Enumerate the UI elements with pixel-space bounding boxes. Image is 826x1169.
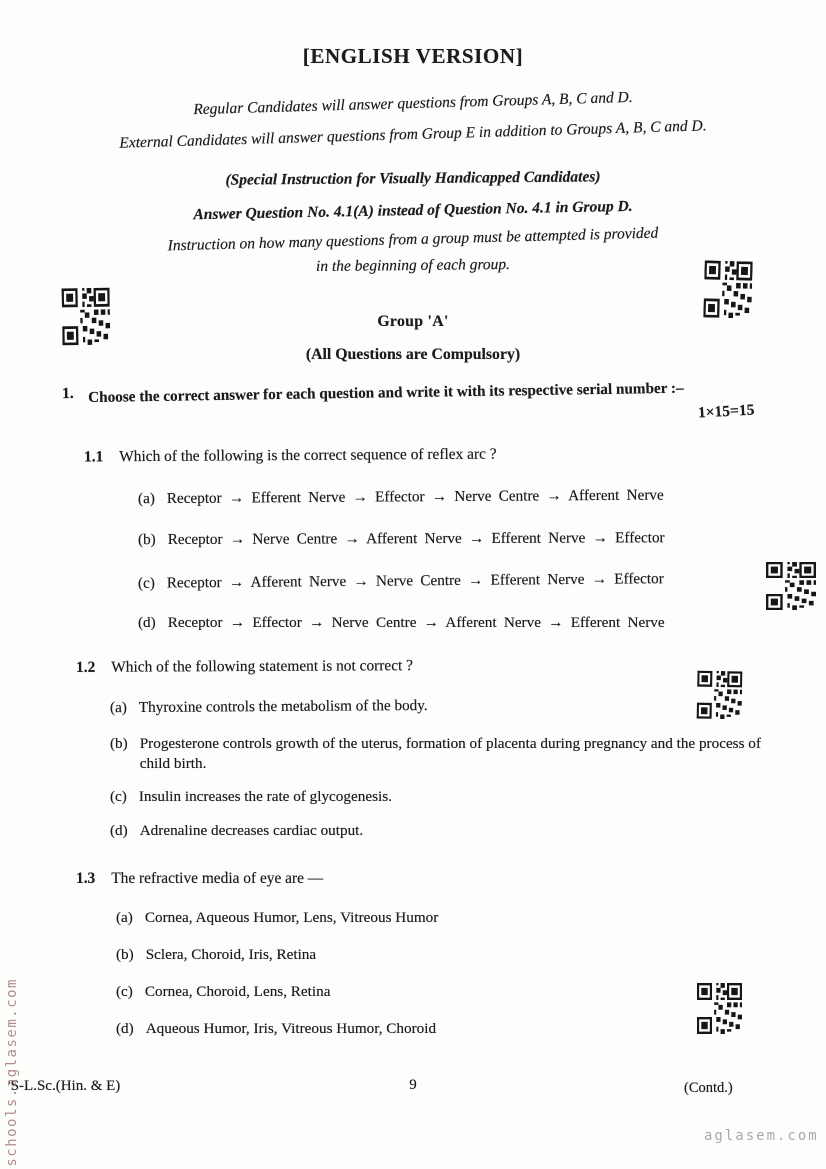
option-text: Receptor → Afferent Nerve → Nerve Centre → Efferent Nerve → Effector <box>166 570 664 592</box>
watermark-left-vertical: schools.aglasem.com <box>4 978 20 1167</box>
option-text: Thyroxine controls the metabolism of the body. <box>138 696 428 716</box>
group-heading: Group 'A' <box>377 313 449 330</box>
question-text: Choose the correct answer for each question and write it with its respective serial number :– <box>88 379 684 406</box>
group-note: (All Questions are Compulsory) <box>305 346 521 363</box>
option-text: Sclera, Choroid, Iris, Retina <box>145 946 317 963</box>
option-row <box>138 485 768 509</box>
instruction-line: Answer Question No. 4.1(A) instead of Question No. 4.1 in Group D. <box>193 197 633 224</box>
option-row <box>138 568 768 593</box>
option-label: (a) <box>109 699 127 717</box>
option-text: Cornea, Choroid, Lens, Retina <box>144 983 331 1000</box>
option-label: (b) <box>116 946 134 963</box>
question-number: 1. <box>61 384 74 403</box>
footer-page-number: 9 <box>409 1077 417 1093</box>
subquestion-text: The refractive media of eye are — <box>111 870 324 887</box>
subquestion-text: Which of the following statement is not correct ? <box>111 657 414 676</box>
option-text: Aqueous Humor, Iris, Vitreous Humor, Choroid <box>145 1020 437 1037</box>
footer-contd-label: (Contd.) <box>684 1080 733 1096</box>
option-label: (b) <box>110 735 128 752</box>
option-row <box>116 945 716 965</box>
option-row <box>116 908 716 928</box>
option-label: (a) <box>137 490 155 508</box>
option-text: Cornea, Aqueous Humor, Lens, Vitreous Humor <box>144 909 439 926</box>
option-row <box>110 787 730 807</box>
option-text: Receptor → Effector → Nerve Centre → Afferent Nerve → Efferent Nerve <box>167 614 665 631</box>
option-row <box>110 734 772 774</box>
option-text: Receptor → Nerve Centre → Afferent Nerve → Efferent Nerve → Effector <box>167 529 665 548</box>
subquestion-1-2 <box>76 657 413 677</box>
option-text: Insulin increases the rate of glycogenesis. <box>138 788 392 805</box>
subquestion-text: Which of the following is the correct sequence of reflex arc ? <box>119 445 497 466</box>
subquestion-1-1 <box>84 446 497 467</box>
option-row <box>110 694 730 718</box>
subquestion-number: 1.1 <box>83 448 104 466</box>
instruction-line: in the beginning of each group. <box>315 255 511 276</box>
special-instruction-heading: (Special Instruction for Visually Handicapped Candidates) <box>225 168 601 189</box>
option-label: (c) <box>116 983 133 1000</box>
qr-code-icon <box>703 260 752 318</box>
option-label: (d) <box>110 822 128 839</box>
option-row <box>110 821 730 841</box>
option-text: Adrenaline decreases cardiac output. <box>139 822 364 839</box>
question-marks: 1×15=15 <box>697 401 755 422</box>
option-row <box>116 982 716 1002</box>
option-label: (a) <box>116 909 133 926</box>
qr-code-icon <box>766 562 816 610</box>
option-label: (c) <box>110 788 127 805</box>
option-row <box>116 1019 716 1039</box>
instruction-line: External Candidates will answer questions from Group E in addition to Groups A, B, C and D. <box>119 117 707 152</box>
subquestion-number: 1.2 <box>75 658 96 676</box>
instruction-line: Instruction on how many questions from a group must be attempted is provided <box>167 224 659 255</box>
option-row <box>138 613 768 633</box>
subquestion-number: 1.3 <box>76 870 96 887</box>
option-label: (d) <box>138 614 156 631</box>
subquestion-1-3 <box>76 870 323 888</box>
footer-paper-code: 'S-L.Sc.(Hin. & E) <box>8 1078 121 1094</box>
option-label: (b) <box>137 531 156 549</box>
option-label: (d) <box>116 1020 134 1037</box>
option-row <box>138 528 768 550</box>
option-label: (c) <box>137 574 155 592</box>
option-text: Progesterone controls growth of the uterus, formation of placenta during pregnancy and the process of child birth. <box>139 735 761 772</box>
watermark-bottom-right: aglasem.com <box>704 1128 819 1144</box>
option-text: Receptor → Efferent Nerve → Effector → Nerve Centre → Afferent Nerve <box>166 486 664 507</box>
instruction-line: Regular Candidates will answer questions from Groups A, B, C and D. <box>193 88 633 119</box>
page-title: [ENGLISH VERSION] <box>302 44 524 68</box>
